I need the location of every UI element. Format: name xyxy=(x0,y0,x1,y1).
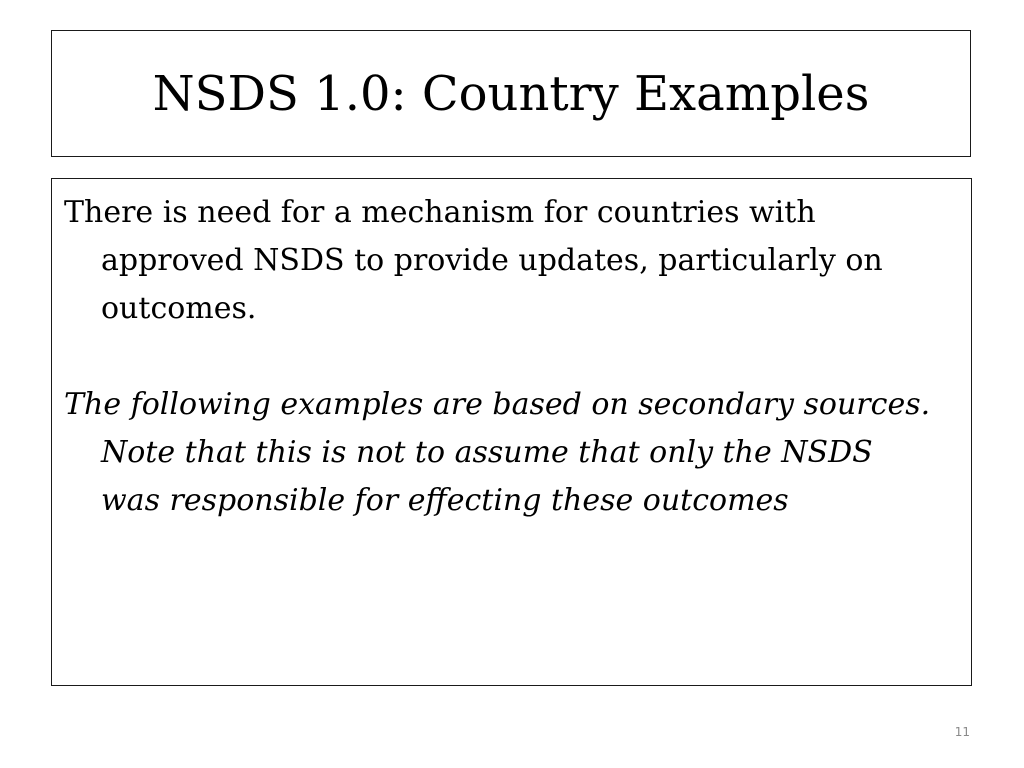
page-number: 11 xyxy=(954,725,970,739)
paragraph-spacer xyxy=(64,333,941,381)
content-box xyxy=(51,178,972,686)
slide-title: NSDS 1.0: Country Examples xyxy=(152,65,870,122)
title-box xyxy=(51,30,971,157)
paragraph-intro: There is need for a mechanism for countries with approved NSDS to provide updates, particularly on outcomes. xyxy=(64,195,883,326)
paragraph-note: The following examples are based on secondary sources. Note that this is not to assume that only the NSDS was responsible for effecting these outcomes xyxy=(64,387,931,518)
